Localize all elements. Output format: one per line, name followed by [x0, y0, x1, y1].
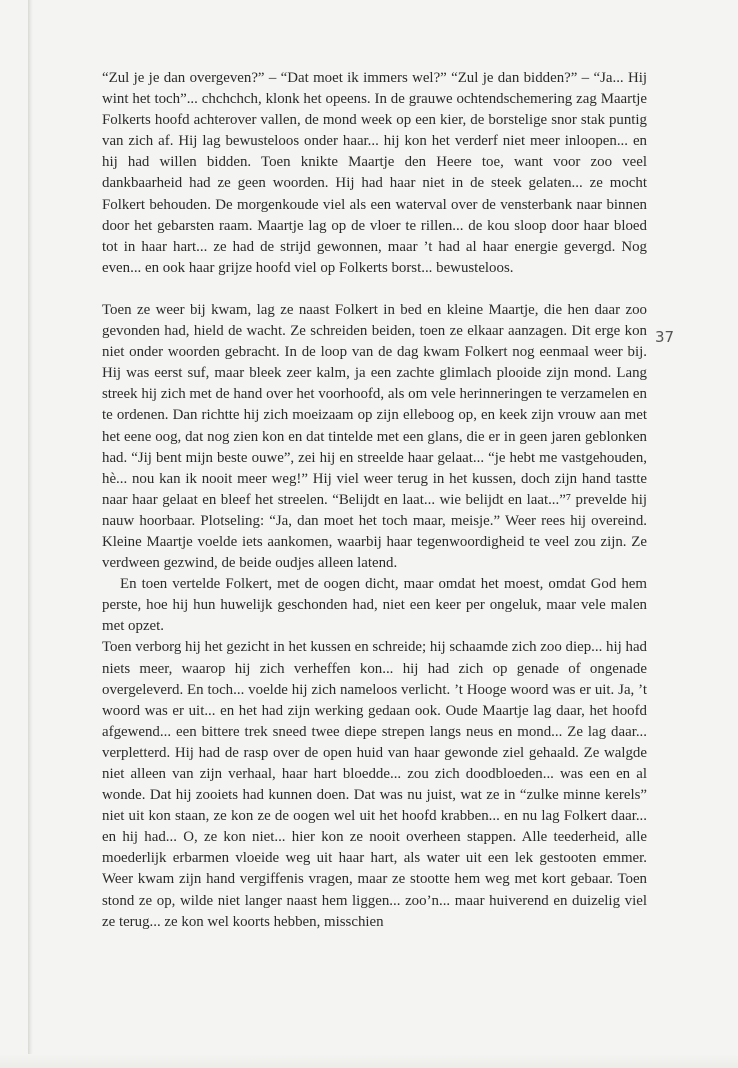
paragraph-3: En toen vertelde Folkert, met de oogen dicht, maar omdat het moest, omdat God hem perste, hoe hij hun huwelijk geschonden had, niet een keer per ongeluk, maar vele malen met opzet.: [102, 576, 647, 635]
page-spine-shadow: [28, 0, 33, 1068]
body-text: [102, 68, 647, 933]
page-bottom-shadow: [0, 1054, 738, 1068]
page-number: 37: [655, 328, 675, 346]
paragraph-2: Toen ze weer bij kwam, lag ze naast Folkert in bed en kleine Maartje, die hen daar zoo gevonden had, hield de wacht. Ze schreiden beiden, toen ze elkaar aanzagen. Dit erge kon niet onder woorden gebracht. In de loop van de dag kwam Folkert nog eenmaal weer bij. Hij was eerst suf, maar bleek zeer kalm, ja een zachte glimlach plooide zijn mond. Lang streek hij zich met de hand over het voorhoofd, als om vele herinneringen te verzamelen en te ordenen. Dan richtte hij zich moeizaam op zijn elleboog op, en keek zijn vrouw aan met het eene oog, dat nog zien kon en dat tintelde met een glans, die er in geen jaren geblonken had. “Jij bent mijn beste ouwe”, zei hij en streelde haar gelaat... “je hebt me vastgehouden, hè... nou kan ik nooit meer weg!” Hij viel weer terug in het kussen, doch zijn hand tastte naar haar gelaat en bleef het streelen. “Belijdt en laat... wie belijdt en laat...”⁷ prevelde hij nauw hoorbaar. Plotseling: “Ja, dan moet het toch maar, meisje.” Weer rees hij overeind. Kleine Maartje voelde iets aankomen, waarbij haar tegenwoordigheid te veel zou zijn. Ze verdween gezwind, de beide oudjes alleen latend.: [102, 301, 647, 572]
paragraph-1: “Zul je je dan overgeven?” – “Dat moet ik immers wel?” “Zul je dan bidden?” – “Ja... Hij wint het toch”... chchchch, klonk het opeens. In de grauwe ochtendschemering zag Maartje Folkerts hoofd achterover vallen, de mond week op een kier, de borstelige snor stak puntig van zich af. Hij lag bewusteloos onder haar... hij kon het verderf niet meer inloopen... en hij had willen bidden. Toen knikte Maartje den Heere toe, want voor zoo veel dankbaarheid had ze geen woorden. Hij had haar niet in de steek gelaten... ze mocht Folkert behouden. De morgenkoude viel als een waterval over de vensterbank naar binnen door het gebarsten raam. Maartje lag op de vloer te rillen... de kou sloop door haar bloed tot in haar hart... ze had de strijd gewonnen, maar ’t had al haar energie gevergd. Nog even... en ook haar grijze hoofd viel op Folkerts borst... bewusteloos.: [102, 70, 647, 276]
paragraph-4: Toen verborg hij het gezicht in het kussen en schreide; hij schaamde zich zoo diep... hij had niets meer, waarop hij zich verheffen kon... hij had zich op genade of ongenade overgeleverd. En toch... voelde hij zich nameloos verlicht. ’t Hooge woord was er uit. Ja, ’t woord was er uit... en het had zijn werking gedaan ook. Oude Maartje lag daar, het hoofd afgewend... een bittere trek sneed twee diepe strepen langs neus en mond... Ze lag daar... verpletterd. Hij had de rasp over de open huid van haar gewonde ziel gehaald. Ze walgde niet alleen van zijn verhaal, haar hart bloedde... zou zich doodbloeden... was een en al wonde. Dat hij zooiets had kunnen doen. Dat was nu juist, wat ze in “zulke minne kerels” niet uit kon staan, ze kon ze de oogen wel uit het hoofd krabben... en nu lag Folkert daar... en hij had... O, ze kon niet... hier kon ze nooit overheen stappen. Alle teederheid, alle moederlijk erbarmen vloeide weg uit haar hart, als water uit een lek gestooten emmer. Weer kwam zijn hand vergiffenis vragen, maar ze stootte hem weg met kort gebaar. Toen stond ze op, wilde niet langer naast hem liggen... zoo’n... maar huiverend en duizelig viel ze terug... ze kon wel koorts hebben, misschien: [102, 639, 647, 930]
